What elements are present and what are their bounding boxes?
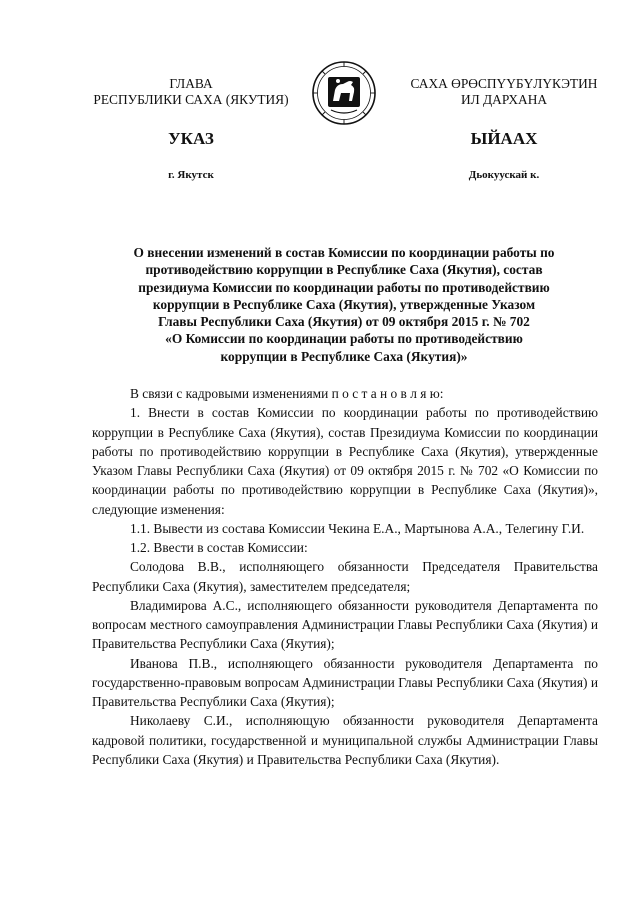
subject-line-1: О внесении изменений в состав Комиссии по координации работы по [133,245,555,260]
city-yakutsk: г. Якутск [168,169,214,181]
vladimirov-paragraph: Владимирова А.С., исполняющего обязанности руководителя Департамента по вопросам местного самоуправления Администрации Главы Республики Саха (Якутия) и Правительства Республики Саха (Якутия); [92,597,598,652]
item-1-paragraph: 1. Внести в состав Комиссии по координации работы по противодействию коррупции в Республике Саха (Якутия), состав Президиума Комиссии по координации работы по противодействию коррупции в Республике Саха (Якутия), утвержденные Указом Главы Республики Саха (Якутия) от 09 октября 2015 г. № 702 «О Комиссии по координации работы по противодействию коррупции в Республике Саха (Якутия)», следующие изменения: [92,405,598,517]
subject-line-4: коррупции в Республике Саха (Якутия), утвержденные Указом [152,296,536,312]
decree-body [92,384,598,769]
header-right-block [393,76,615,108]
title-yiaakh: ЫЙААХ [470,129,538,148]
intro-paragraph: В связи с кадровыми изменениями п о с т а н о в л я ю: [130,386,444,401]
coat-of-arms-emblem [311,60,377,126]
subject-line-2: противодействию коррупции в Республике Саха (Якутия), состав [145,262,543,278]
subject-line-3: президиума Комиссии по координации работы по противодействию [138,279,550,295]
item-1-1-paragraph: 1.1. Вывести из состава Комиссии Чекина Е.А., Мартынова А.А., Телегину Г.И. [130,520,585,536]
header-left-line1: ГЛАВА [169,76,213,91]
subject-line-5: Главы Республики Саха (Якутия) от 09 октября 2015 г. № 702 [158,314,530,330]
city-dyokuuskai: Дьокуускай к. [468,169,540,181]
header-right-line1: САХА ӨРӨСПҮҮБҮЛҮКЭТИН [410,76,598,91]
subject-line-6: «О Комиссии по координации работы по противодействию [165,331,523,347]
nikolaeva-paragraph: Николаеву С.И., исполняющую обязанности руководителя Департамента кадровой политики, государственной и муниципальной службы Администрации Главы Республики Саха (Якутия) и Правительства Республики Саха (Якутия). [92,713,598,767]
title-ukaz: УКАЗ [168,129,214,148]
header-left-block [82,76,300,108]
item-1-2-paragraph: 1.2. Ввести в состав Комиссии: [130,540,308,555]
solodov-paragraph: Солодова В.В., исполняющего обязанности Председателя Правительства Республики Саха (Якутия), заместителем председателя; [92,559,598,594]
decree-subject [92,244,596,365]
ivanov-paragraph: Иванова П.В., исполняющего обязанности руководителя Департамента по государственно-правовым вопросам Администрации Главы Республики Саха (Якутия) и Правительства Республики Саха (Якутия); [92,655,598,709]
subject-line-7: коррупции в Республике Саха (Якутия)» [220,348,468,364]
header-right-line2: ИЛ ДАРХАНА [460,92,548,107]
header-left-line2: РЕСПУБЛИКИ САХА (ЯКУТИЯ) [93,92,289,107]
